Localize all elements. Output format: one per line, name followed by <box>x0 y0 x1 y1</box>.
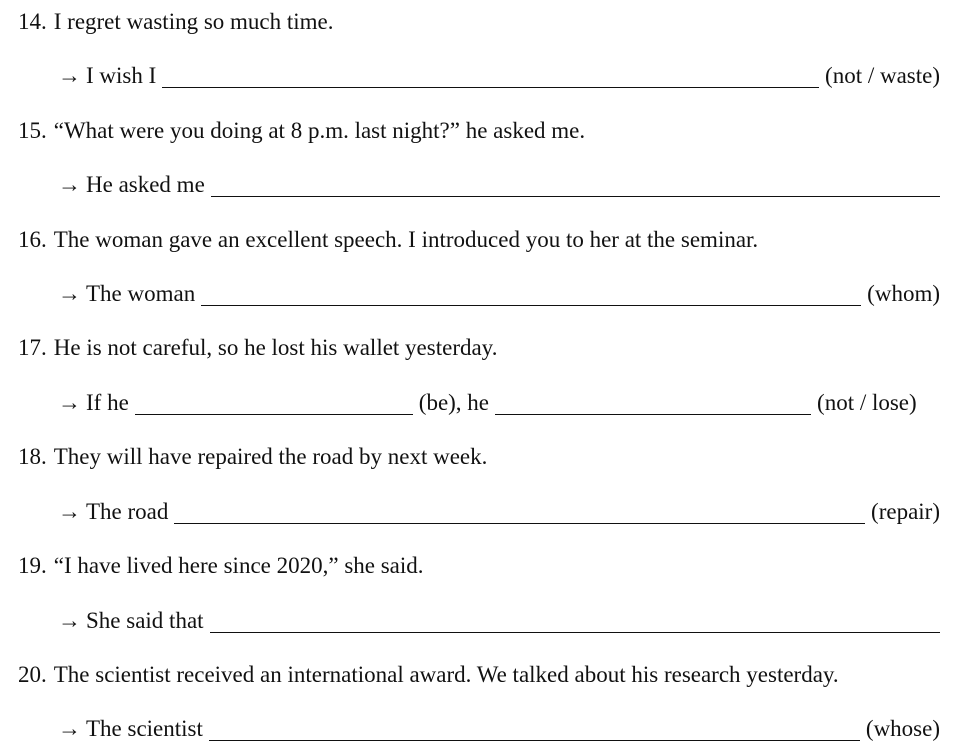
answer-middle-text: (be), he <box>418 390 490 415</box>
answer-blank-second[interactable] <box>495 413 811 415</box>
question-number: 17. <box>18 335 47 360</box>
answer-19 <box>0 605 953 637</box>
answer-17 <box>0 387 953 419</box>
answer-16 <box>0 278 953 310</box>
question-16 <box>0 224 953 256</box>
question-number: 19. <box>18 553 47 578</box>
answer-blank[interactable] <box>162 86 819 88</box>
question-20 <box>0 659 953 691</box>
question-18 <box>0 441 953 473</box>
answer-blank[interactable] <box>201 304 861 306</box>
answer-blank[interactable] <box>211 195 940 197</box>
question-17 <box>0 332 953 364</box>
question-text: He is not careful, so he lost his wallet yesterday. <box>53 335 498 360</box>
answer-blank[interactable] <box>210 631 940 633</box>
answer-lead: I wish I <box>86 63 157 88</box>
answer-hint: (repair) <box>871 499 940 524</box>
question-text: “I have lived here since 2020,” she said. <box>53 553 424 578</box>
answer-lead: If he <box>86 390 129 415</box>
answer-lead: She said that <box>86 608 204 633</box>
answer-hint: (whose) <box>865 716 940 741</box>
question-number: 18. <box>18 444 47 469</box>
answer-lead: The scientist <box>86 716 203 741</box>
answer-hint: (not / lose) <box>817 390 917 415</box>
answer-20 <box>0 713 953 745</box>
question-14 <box>0 6 953 38</box>
answer-lead: The road <box>86 499 169 524</box>
answer-hint: (not / waste) <box>825 63 940 88</box>
arrow-icon: → <box>58 608 81 633</box>
question-text: They will have repaired the road by next week. <box>53 444 488 469</box>
question-19 <box>0 550 953 582</box>
question-number: 14. <box>18 9 47 34</box>
arrow-icon: → <box>58 716 81 741</box>
question-text: “What were you doing at 8 p.m. last night?” he asked me. <box>53 118 586 143</box>
question-number: 20. <box>18 662 47 687</box>
answer-blank-first[interactable] <box>135 413 413 415</box>
answer-lead: The woman <box>86 281 196 306</box>
answer-lead: He asked me <box>86 172 205 197</box>
question-text: I regret wasting so much time. <box>53 9 334 34</box>
answer-18 <box>0 496 953 528</box>
answer-blank[interactable] <box>209 739 860 741</box>
arrow-icon: → <box>58 281 81 306</box>
question-text: The scientist received an international award. We talked about his research yesterday. <box>53 662 839 687</box>
question-number: 15. <box>18 118 47 143</box>
question-number: 16. <box>18 227 47 252</box>
arrow-icon: → <box>58 172 81 197</box>
answer-15 <box>0 169 953 201</box>
answer-blank[interactable] <box>174 522 865 524</box>
answer-14 <box>0 60 953 92</box>
arrow-icon: → <box>58 390 81 415</box>
arrow-icon: → <box>58 63 81 88</box>
question-15 <box>0 115 953 147</box>
arrow-icon: → <box>58 499 81 524</box>
question-text: The woman gave an excellent speech. I introduced you to her at the seminar. <box>53 227 759 252</box>
answer-hint: (whom) <box>867 281 940 306</box>
